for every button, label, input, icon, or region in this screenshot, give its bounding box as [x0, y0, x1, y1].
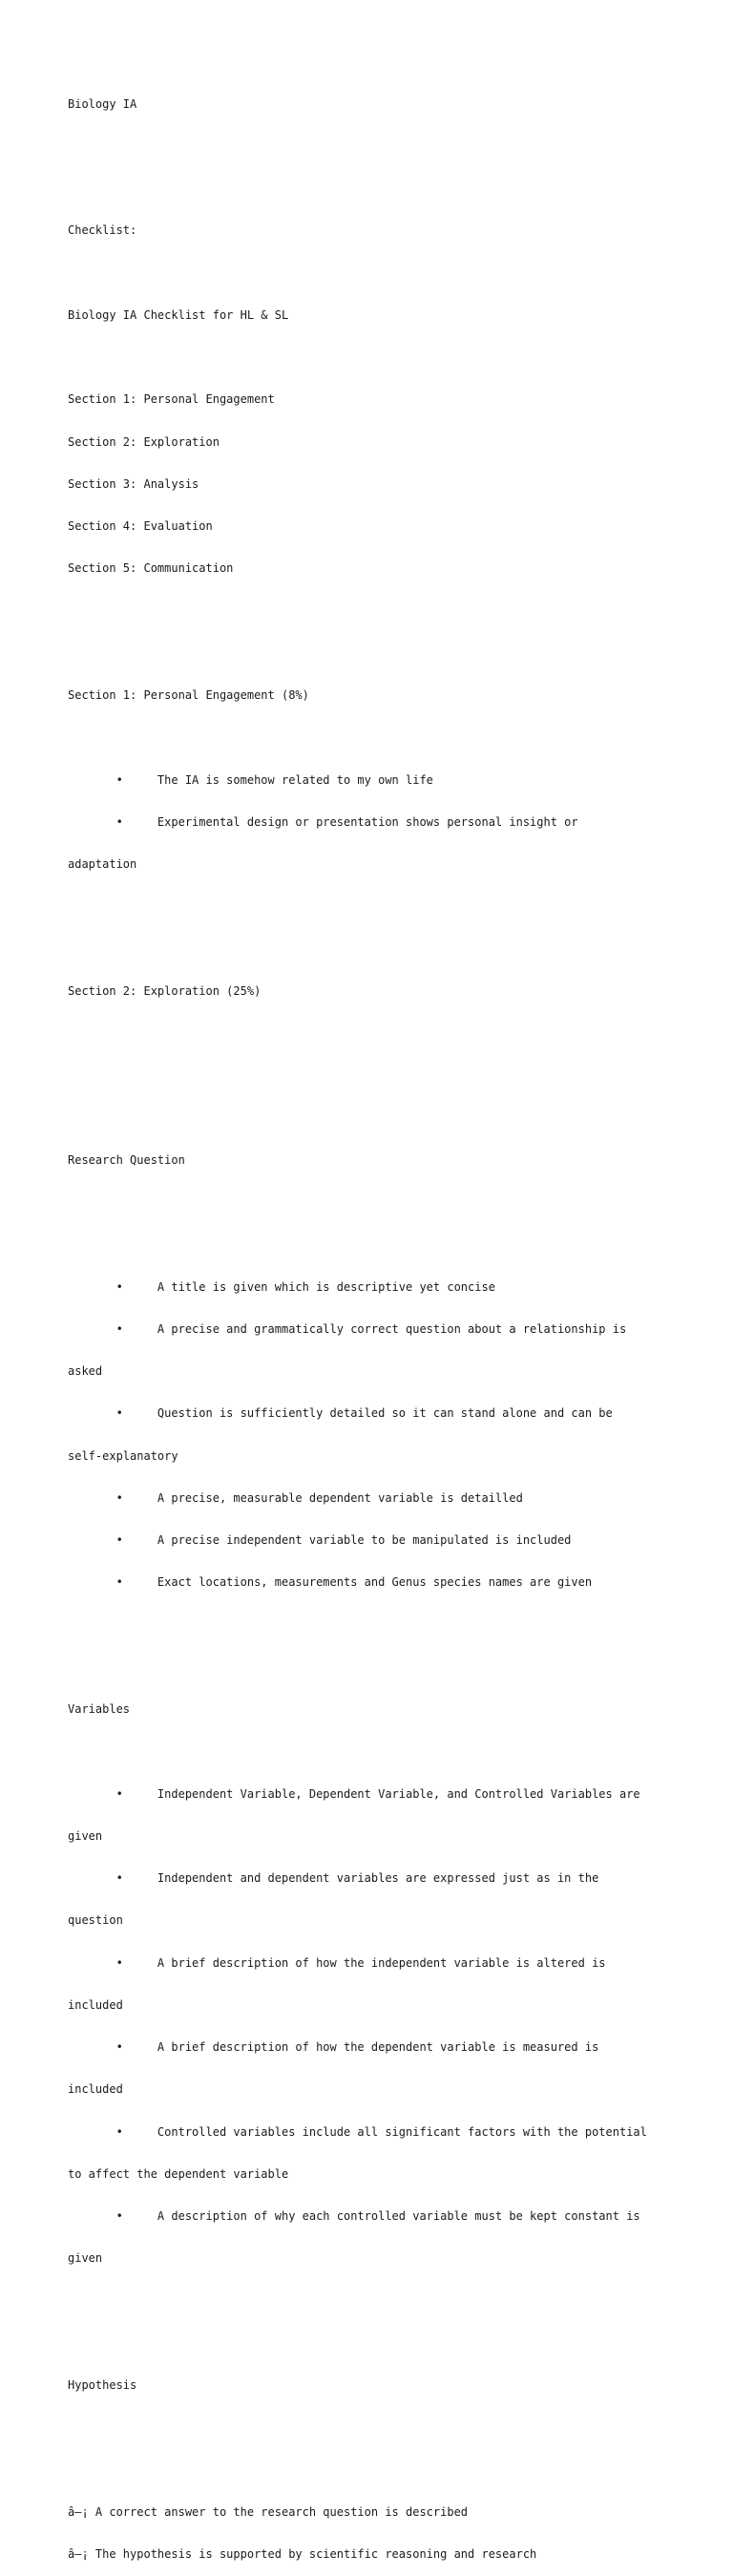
- spacer: [68, 266, 679, 281]
- section-overview-item: Section 4: Evaluation: [68, 519, 213, 533]
- spacer: [68, 1111, 679, 1126]
- spacer: [68, 181, 679, 196]
- section2-heading: Section 2: Exploration (25%): [68, 983, 262, 998]
- bullet-line: • Controlled variables include all significant factors with the potential: [68, 2124, 647, 2139]
- spacer: [68, 139, 679, 154]
- bullet-line: self-explanatory: [68, 1448, 178, 1463]
- document-page: [68, 69, 679, 2576]
- spacer: [68, 1744, 679, 1759]
- bullet-line: • Experimental design or presentation shows personal insight or: [68, 814, 578, 829]
- bullet-line: • Independent and dependent variables are expressed just as in the: [68, 1871, 599, 1885]
- document-title: Biology IA: [68, 96, 137, 111]
- spacer: [68, 1618, 679, 1633]
- spacer: [68, 350, 679, 365]
- section-overview-item: Section 5: Communication: [68, 561, 234, 576]
- section1-heading: Section 1: Personal Engagement (8%): [68, 688, 309, 702]
- bullet-line: given: [68, 1828, 103, 1843]
- bullet-line: given: [68, 2251, 103, 2266]
- hypothesis-heading: Hypothesis: [68, 2378, 137, 2392]
- spacer: [68, 730, 679, 745]
- checklist-heading: Checklist:: [68, 223, 137, 238]
- bullet-line: question: [68, 1913, 123, 1928]
- section-overview-item: Section 2: Exploration: [68, 434, 220, 449]
- bullet-line: asked: [68, 1364, 103, 1378]
- spacer: [68, 1660, 679, 1675]
- bullet-line: • A precise, measurable dependent variable is detailled: [68, 1490, 523, 1505]
- spacer: [68, 1195, 679, 1210]
- spacer: [68, 604, 679, 619]
- bullet-line: • A description of why each controlled variable must be kept constant is: [68, 2209, 640, 2223]
- spacer: [68, 2294, 679, 2309]
- section-overview-item: Section 3: Analysis: [68, 476, 199, 491]
- spacer: [68, 2463, 679, 2478]
- spacer: [68, 646, 679, 661]
- bullet-line: â–¡ The hypothesis is supported by scientific reasoning and research: [68, 2547, 537, 2561]
- checklist-title: Biology IA Checklist for HL & SL: [68, 307, 289, 322]
- bullet-line: • A precise and grammatically correct question about a relationship is: [68, 1321, 627, 1336]
- bullet-line: included: [68, 2082, 123, 2097]
- spacer: [68, 1237, 679, 1252]
- bullet-line: • Independent Variable, Dependent Variable, and Controlled Variables are: [68, 1786, 640, 1801]
- bullet-line: to affect the dependent variable: [68, 2166, 289, 2181]
- variables-heading: Variables: [68, 1702, 131, 1716]
- bullet-line: adaptation: [68, 857, 137, 871]
- bullet-line: • A precise independent variable to be manipulated is included: [68, 1533, 572, 1547]
- spacer: [68, 2336, 679, 2351]
- bullet-line: • A title is given which is descriptive yet concise: [68, 1279, 495, 1294]
- bullet-line: • The IA is somehow related to my own life: [68, 772, 433, 787]
- spacer: [68, 1026, 679, 1041]
- bullet-line: • Question is sufficiently detailed so it can stand alone and can be: [68, 1406, 613, 1421]
- bullet-line: • Exact locations, measurements and Genus species names are given: [68, 1575, 593, 1590]
- spacer: [68, 942, 679, 957]
- research-question-heading: Research Question: [68, 1152, 185, 1167]
- bullet-line: â–¡ A correct answer to the research question is described: [68, 2504, 469, 2519]
- section-overview-item: Section 1: Personal Engagement: [68, 392, 275, 407]
- spacer: [68, 899, 679, 914]
- spacer: [68, 1068, 679, 1083]
- bullet-line: • A brief description of how the dependent variable is measured is: [68, 2040, 599, 2054]
- bullet-line: • A brief description of how the independent variable is altered is: [68, 1955, 606, 1970]
- bullet-line: included: [68, 1997, 123, 2012]
- spacer: [68, 2420, 679, 2435]
